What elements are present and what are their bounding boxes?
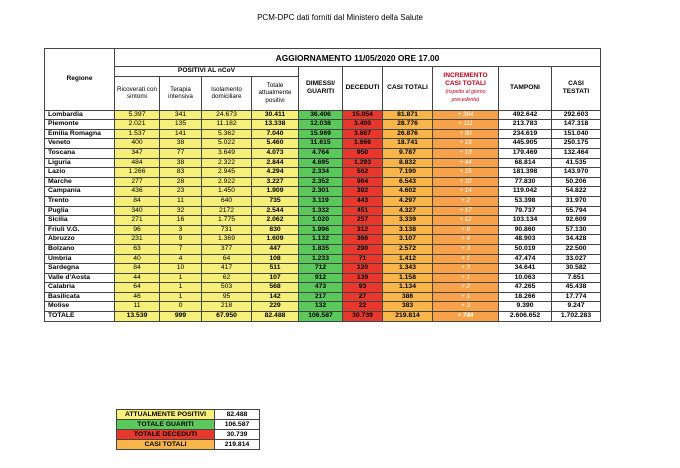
isolamento-cell: 11.182 (202, 120, 252, 130)
region-cell: Lazio (45, 168, 115, 178)
incremento-label: INCREMENTO CASI TOTALI (443, 72, 488, 88)
deceduti-cell: 366 (343, 235, 383, 245)
ricoverati-cell: 96 (115, 225, 160, 235)
incremento-cell: + 12 (433, 216, 499, 226)
table-row (45, 129, 601, 139)
tamponi-cell: 79.737 (499, 206, 552, 216)
isolamento-cell: 64 (202, 254, 252, 264)
ricoverati-cell: 1.537 (115, 129, 160, 139)
ricoverati-cell: 40 (115, 254, 160, 264)
casi-totali-cell: 3.138 (383, 225, 433, 235)
casi-testati-cell: 22.500 (552, 244, 601, 254)
tamponi-cell: 179.469 (499, 148, 552, 158)
casi-testati-cell: 9.247 (552, 302, 601, 312)
covid-regions-table (44, 48, 601, 322)
isolamento-cell: 5.362 (202, 129, 252, 139)
deceduti-cell: 1.293 (343, 158, 383, 168)
incremento-cell: + 8 (433, 225, 499, 235)
dimessi-cell: 12.038 (299, 120, 343, 130)
ricoverati-cell: 5.397 (115, 110, 160, 120)
region-cell: Piemonte (45, 120, 115, 130)
ricoverati-cell: 231 (115, 235, 160, 245)
terapia-header: Terapia intensiva (160, 76, 202, 110)
dimessi-cell: 912 (299, 273, 343, 283)
casi-totali-cell: 4.297 (383, 196, 433, 206)
casi-testati-cell: 50.206 (552, 177, 601, 187)
terapia-cell: 141 (160, 129, 202, 139)
totale-positivi-cell: 4.294 (252, 168, 299, 178)
table-row (45, 264, 601, 274)
table-row (45, 254, 601, 264)
totale-positivi-cell: 568 (252, 283, 299, 293)
casi-testati-cell: 132.464 (552, 148, 601, 158)
casi-totali-cell: 3.339 (383, 216, 433, 226)
tamponi-cell: 47.474 (499, 254, 552, 264)
ricoverati-cell: 84 (115, 196, 160, 206)
totals-row (45, 312, 601, 322)
tamponi-cell: 18.266 (499, 292, 552, 302)
summary-row (117, 420, 260, 430)
tamponi-cell: 68.814 (499, 158, 552, 168)
ricoverati-cell: 1.266 (115, 168, 160, 178)
table-row (45, 187, 601, 197)
totale-positivi-cell: 2.544 (252, 206, 299, 216)
deceduti-cell: 71 (343, 254, 383, 264)
casi-totali-cell: 7.190 (383, 168, 433, 178)
isolamento-cell: 218 (202, 302, 252, 312)
deceduti-cell: 964 (343, 177, 383, 187)
region-cell: Valle d'Aosta (45, 273, 115, 283)
totale-positivi-cell: 447 (252, 244, 299, 254)
region-cell: Umbria (45, 254, 115, 264)
incremento-cell: + 1 (433, 273, 499, 283)
casi-totali-cell: 386 (383, 292, 433, 302)
deceduti-cell: 312 (343, 225, 383, 235)
terapia-cell: 135 (160, 120, 202, 130)
ricoverati-cell: 347 (115, 148, 160, 158)
deceduti-cell: 22 (343, 302, 383, 312)
dimessi-cell: 1.835 (299, 244, 343, 254)
incremento-cell: + 1 (433, 254, 499, 264)
terapia-cell: 9 (160, 235, 202, 245)
region-cell: TOTALE (45, 312, 115, 322)
table-title: AGGIORNAMENTO 11/05/2020 ORE 17.00 (115, 49, 601, 67)
isolamento-cell: 1.369 (202, 235, 252, 245)
ricoverati-cell: 484 (115, 158, 160, 168)
casi-testati-cell: 31.970 (552, 196, 601, 206)
incremento-cell: + 14 (433, 187, 499, 197)
table-row (45, 120, 601, 130)
dimessi-header: DIMESSI/ GUARITI (299, 67, 343, 111)
casi-totali-cell: 1.412 (383, 254, 433, 264)
deceduti-cell: 257 (343, 216, 383, 226)
region-cell: Puglia (45, 206, 115, 216)
deceduti-cell: 443 (343, 196, 383, 206)
casi-testati-cell: 17.774 (552, 292, 601, 302)
casi-testati-cell: 151.040 (552, 129, 601, 139)
terapia-cell: 23 (160, 187, 202, 197)
dimessi-cell: 4.764 (299, 148, 343, 158)
tamponi-cell: 10.063 (499, 273, 552, 283)
table-row (45, 177, 601, 187)
deceduti-cell: 3.400 (343, 120, 383, 130)
isolamento-cell: 1.450 (202, 187, 252, 197)
tamponi-cell: 213.783 (499, 120, 552, 130)
deceduti-cell: 1.666 (343, 139, 383, 149)
incremento-cell: + 44 (433, 158, 499, 168)
ricoverati-cell: 2.021 (115, 120, 160, 130)
terapia-cell: 1 (160, 283, 202, 293)
terapia-cell: 3 (160, 225, 202, 235)
region-cell: Campania (45, 187, 115, 197)
incremento-cell: + 364 (433, 110, 499, 120)
table-row (45, 139, 601, 149)
region-cell: Molise (45, 302, 115, 312)
dimessi-cell: 712 (299, 264, 343, 274)
incremento-cell: + 3 (433, 302, 499, 312)
summary-label: TOTALE GUARITI (117, 420, 215, 430)
casi-totali-cell: 6.543 (383, 177, 433, 187)
terapia-cell: 1 (160, 273, 202, 283)
terapia-cell: 7 (160, 244, 202, 254)
summary-table (116, 409, 260, 450)
isolamento-cell: 3.649 (202, 148, 252, 158)
casi-testati-cell: 33.027 (552, 254, 601, 264)
totale-positivi-cell: 511 (252, 264, 299, 274)
tamponi-cell: 47.265 (499, 283, 552, 293)
tamponi-cell: 50.019 (499, 244, 552, 254)
tamponi-cell: 53.398 (499, 196, 552, 206)
casi-testati-cell: 143.970 (552, 168, 601, 178)
dimessi-cell: 2.301 (299, 187, 343, 197)
positivi-group-header: POSITIVI AL nCoV (115, 67, 299, 77)
region-cell: Calabria (45, 283, 115, 293)
totale-positivi-cell: 2.062 (252, 216, 299, 226)
casi-totali-cell: 81.871 (383, 110, 433, 120)
incremento-cell: + 3 (433, 264, 499, 274)
casi-testati-cell: 54.822 (552, 187, 601, 197)
ricoverati-cell: 400 (115, 139, 160, 149)
region-header: Regione (45, 49, 115, 111)
totale-positivi-cell: 2.844 (252, 158, 299, 168)
totale-positivi-cell: 30.411 (252, 110, 299, 120)
dimessi-cell: 36.406 (299, 110, 343, 120)
terapia-cell: 77 (160, 148, 202, 158)
incremento-cell: + 80 (433, 129, 499, 139)
terapia-cell: 28 (160, 177, 202, 187)
terapia-cell: 83 (160, 168, 202, 178)
deceduti-cell: 139 (343, 273, 383, 283)
totale-positivi-cell: 5.460 (252, 139, 299, 149)
casi-testati-cell: 92.609 (552, 216, 601, 226)
table-row (45, 110, 601, 120)
isolamento-cell: 24.673 (202, 110, 252, 120)
isolamento-cell: 95 (202, 292, 252, 302)
terapia-cell: 38 (160, 139, 202, 149)
region-cell: Marche (45, 177, 115, 187)
isolamento-cell: 377 (202, 244, 252, 254)
dimessi-cell: 1.996 (299, 225, 343, 235)
ricoverati-cell: 436 (115, 187, 160, 197)
totale-positivi-cell: 3.227 (252, 177, 299, 187)
table-row (45, 168, 601, 178)
table-row (45, 148, 601, 158)
table-row (45, 244, 601, 254)
region-cell: Trento (45, 196, 115, 206)
region-cell: Toscana (45, 148, 115, 158)
dimessi-cell: 1.233 (299, 254, 343, 264)
dimessi-cell: 4.695 (299, 158, 343, 168)
tamponi-cell: 77.830 (499, 177, 552, 187)
dimessi-cell: 1.132 (299, 235, 343, 245)
incremento-cell: + 111 (433, 120, 499, 130)
summary-label: CASI TOTALI (117, 440, 215, 450)
region-cell: Emilia Romagna (45, 129, 115, 139)
page-header: PCM-DPC dati forniti dal Ministero della Salute (257, 13, 423, 22)
totale-positivi-cell: 229 (252, 302, 299, 312)
isolamento-cell: 2172 (202, 206, 252, 216)
deceduti-header: DECEDUTI (343, 67, 383, 111)
region-cell: Abruzzo (45, 235, 115, 245)
table-row (45, 225, 601, 235)
isolamento-cell: 731 (202, 225, 252, 235)
table-row (45, 283, 601, 293)
incremento-cell: + 13 (433, 148, 499, 158)
casi-totali-cell: 26.876 (383, 129, 433, 139)
summary-row (117, 410, 260, 420)
deceduti-cell: 93 (343, 283, 383, 293)
ricoverati-cell: 44 (115, 273, 160, 283)
incremento-header (433, 67, 499, 111)
ricoverati-cell: 46 (115, 292, 160, 302)
isolamento-cell: 640 (202, 196, 252, 206)
ricoverati-cell: 340 (115, 206, 160, 216)
casi-totali-cell: 4.327 (383, 206, 433, 216)
deceduti-cell: 451 (343, 206, 383, 216)
region-cell: Friuli V.G. (45, 225, 115, 235)
table-row (45, 302, 601, 312)
deceduti-cell: 392 (343, 187, 383, 197)
dimessi-cell: 2.334 (299, 168, 343, 178)
terapia-cell: 341 (160, 110, 202, 120)
casi-testati-cell: 41.535 (552, 158, 601, 168)
deceduti-cell: 30.739 (343, 312, 383, 322)
casi-totali-cell: 18.741 (383, 139, 433, 149)
ricoverati-cell: 64 (115, 283, 160, 293)
tamponi-cell: 2.606.652 (499, 312, 552, 322)
totale-positivi-cell: 1.609 (252, 235, 299, 245)
casi-testati-cell: 55.794 (552, 206, 601, 216)
table-row (45, 206, 601, 216)
casi-testati-header: CASI TESTATI (552, 67, 601, 111)
dimessi-cell: 2.352 (299, 177, 343, 187)
ricoverati-cell: 11 (115, 302, 160, 312)
casi-totali-cell: 8.832 (383, 158, 433, 168)
casi-testati-cell: 292.603 (552, 110, 601, 120)
isolamento-cell: 2.322 (202, 158, 252, 168)
dimessi-cell: 132 (299, 302, 343, 312)
tamponi-cell: 119.042 (499, 187, 552, 197)
ricoverati-cell: 271 (115, 216, 160, 226)
casi-totali-cell: 1.134 (383, 283, 433, 293)
isolamento-cell: 62 (202, 273, 252, 283)
summary-label: ATTUALMENTE POSITIVI (117, 410, 215, 420)
casi-testati-cell: 30.582 (552, 264, 601, 274)
incremento-cell: + 19 (433, 139, 499, 149)
tamponi-cell: 234.619 (499, 129, 552, 139)
casi-totali-cell: 219.814 (383, 312, 433, 322)
terapia-cell: 11 (160, 196, 202, 206)
dimessi-cell: 473 (299, 283, 343, 293)
table-row (45, 196, 601, 206)
isolamento-cell: 5.022 (202, 139, 252, 149)
incremento-cell: + 744 (433, 312, 499, 322)
isolamento-cell: 2.922 (202, 177, 252, 187)
casi-totali-header: CASI TOTALI (383, 67, 433, 111)
incremento-cell: + 2 (433, 196, 499, 206)
totale-positivi-cell: 13.338 (252, 120, 299, 130)
tamponi-cell: 48.903 (499, 235, 552, 245)
dimessi-cell: 1.332 (299, 206, 343, 216)
region-cell: Bolzano (45, 244, 115, 254)
isolamento-cell: 417 (202, 264, 252, 274)
terapia-cell: 0 (160, 302, 202, 312)
casi-totali-cell: 28.776 (383, 120, 433, 130)
summary-value: 106.587 (215, 420, 260, 430)
terapia-cell: 999 (160, 312, 202, 322)
incremento-cell: + 25 (433, 168, 499, 178)
deceduti-cell: 120 (343, 264, 383, 274)
casi-totali-cell: 3.107 (383, 235, 433, 245)
totale-positivi-cell: 4.073 (252, 148, 299, 158)
tamponi-cell: 9.390 (499, 302, 552, 312)
totale-positivi-cell: 82.488 (252, 312, 299, 322)
incremento-cell: + 4 (433, 235, 499, 245)
table-row (45, 158, 601, 168)
summary-row (117, 440, 260, 450)
table-row (45, 292, 601, 302)
region-cell: Veneto (45, 139, 115, 149)
region-cell: Sardegna (45, 264, 115, 274)
tamponi-cell: 34.641 (499, 264, 552, 274)
summary-value: 82.488 (215, 410, 260, 420)
tamponi-cell: 181.398 (499, 168, 552, 178)
isolamento-cell: 1.775 (202, 216, 252, 226)
casi-testati-cell: 45.438 (552, 283, 601, 293)
dimessi-cell: 106.587 (299, 312, 343, 322)
casi-testati-cell: 147.318 (552, 120, 601, 130)
summary-value: 219.814 (215, 440, 260, 450)
terapia-cell: 1 (160, 292, 202, 302)
table-row (45, 216, 601, 226)
ricoverati-cell: 84 (115, 264, 160, 274)
summary-value: 30.739 (215, 430, 260, 440)
ricoverati-cell: 277 (115, 177, 160, 187)
incremento-cell: + 2 (433, 283, 499, 293)
ricoverati-header: Ricoverati con sintomi (115, 76, 160, 110)
terapia-cell: 10 (160, 264, 202, 274)
table-row (45, 273, 601, 283)
totale-positivi-cell: 108 (252, 254, 299, 264)
deceduti-cell: 290 (343, 244, 383, 254)
totale-positivi-cell: 830 (252, 225, 299, 235)
dimessi-cell: 217 (299, 292, 343, 302)
dimessi-cell: 15.969 (299, 129, 343, 139)
casi-totali-cell: 1.343 (383, 264, 433, 274)
ricoverati-cell: 63 (115, 244, 160, 254)
casi-totali-cell: 1.158 (383, 273, 433, 283)
isolamento-header: Isolamento domiciliare (202, 76, 252, 110)
casi-totali-cell: 4.602 (383, 187, 433, 197)
isolamento-cell: 2.945 (202, 168, 252, 178)
tamponi-cell: 492.642 (499, 110, 552, 120)
tamponi-cell: 90.860 (499, 225, 552, 235)
casi-totali-cell: 9.787 (383, 148, 433, 158)
totale-positivi-header: Totale attualmente positivi (252, 76, 299, 110)
casi-totali-cell: 383 (383, 302, 433, 312)
casi-testati-cell: 57.130 (552, 225, 601, 235)
summary-row (117, 430, 260, 440)
totale-positivi-cell: 142 (252, 292, 299, 302)
totale-positivi-cell: 107 (252, 273, 299, 283)
deceduti-cell: 3.867 (343, 129, 383, 139)
summary-label: TOTALE DECEDUTI (117, 430, 215, 440)
isolamento-cell: 503 (202, 283, 252, 293)
casi-testati-cell: 1.702.283 (552, 312, 601, 322)
casi-testati-cell: 7.651 (552, 273, 601, 283)
terapia-cell: 4 (160, 254, 202, 264)
casi-testati-cell: 34.428 (552, 235, 601, 245)
deceduti-cell: 562 (343, 168, 383, 178)
dimessi-cell: 11.615 (299, 139, 343, 149)
dimessi-cell: 3.119 (299, 196, 343, 206)
totale-positivi-cell: 7.040 (252, 129, 299, 139)
dimessi-cell: 1.020 (299, 216, 343, 226)
casi-testati-cell: 250.175 (552, 139, 601, 149)
deceduti-cell: 950 (343, 148, 383, 158)
incremento-cell: + 3 (433, 244, 499, 254)
incremento-note: (rispetto al giorno precedente) (445, 89, 486, 104)
tamponi-header: TAMPONI (499, 67, 552, 111)
deceduti-cell: 27 (343, 292, 383, 302)
incremento-cell: + 1 (433, 292, 499, 302)
terapia-cell: 38 (160, 158, 202, 168)
region-cell: Sicilia (45, 216, 115, 226)
casi-totali-cell: 2.572 (383, 244, 433, 254)
isolamento-cell: 67.950 (202, 312, 252, 322)
table-row (45, 235, 601, 245)
incremento-cell: + 10 (433, 177, 499, 187)
ricoverati-cell: 13.539 (115, 312, 160, 322)
tamponi-cell: 103.134 (499, 216, 552, 226)
totale-positivi-cell: 735 (252, 196, 299, 206)
terapia-cell: 32 (160, 206, 202, 216)
deceduti-cell: 15.054 (343, 110, 383, 120)
region-cell: Liguria (45, 158, 115, 168)
tamponi-cell: 445.905 (499, 139, 552, 149)
region-cell: Lombardia (45, 110, 115, 120)
totale-positivi-cell: 1.909 (252, 187, 299, 197)
region-cell: Basilicata (45, 292, 115, 302)
terapia-cell: 16 (160, 216, 202, 226)
incremento-cell: + 17 (433, 206, 499, 216)
